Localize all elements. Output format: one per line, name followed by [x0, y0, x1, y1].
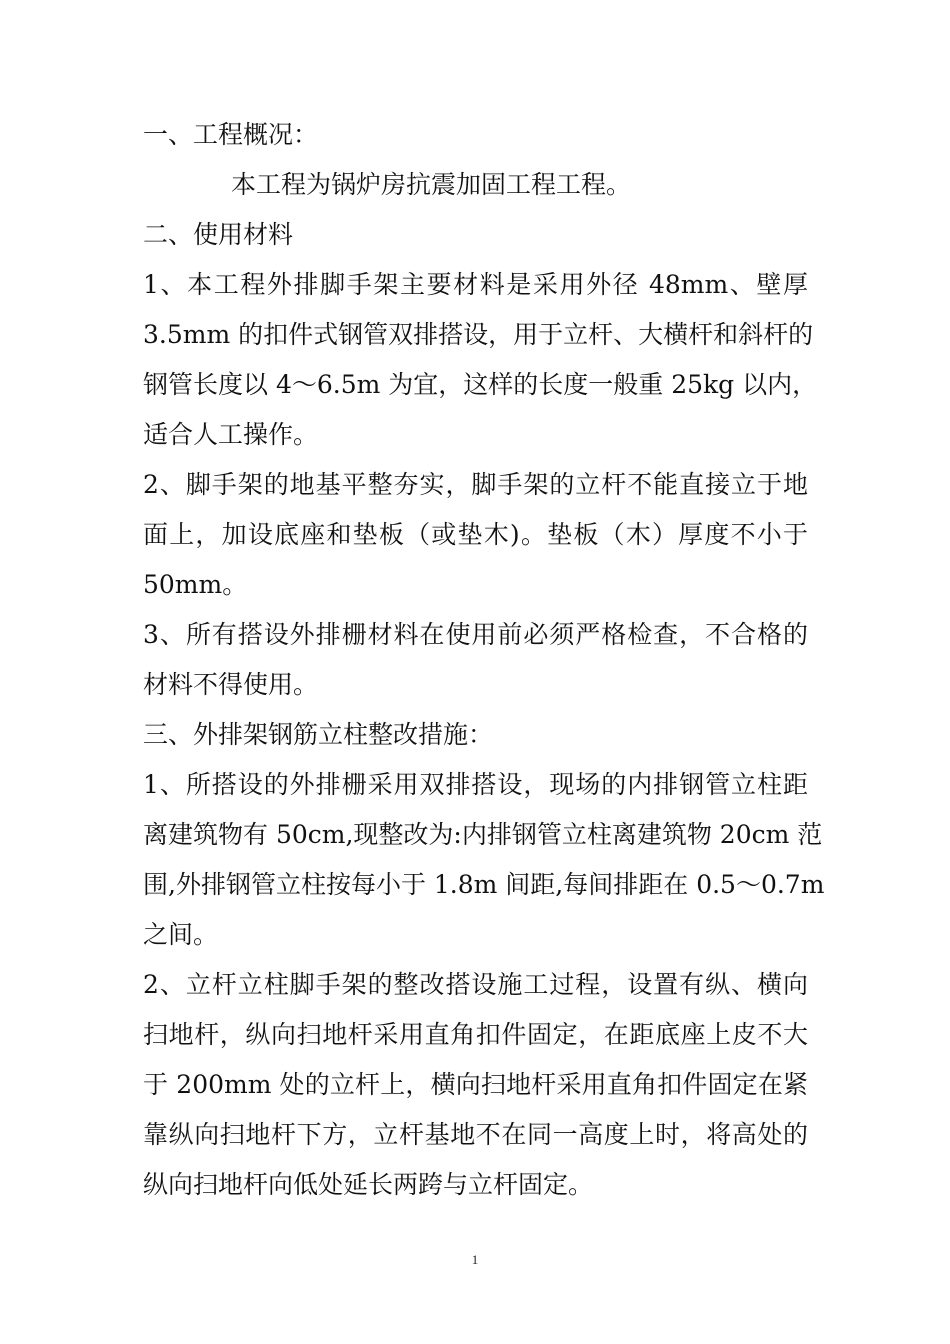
overview-paragraph: 本工程为锅炉房抗震加固工程工程。	[231, 170, 632, 199]
materials-item-1-line-3: 钢管长度以 4～6.5m 为宜，这样的长度一般重 25kg 以内，	[143, 370, 818, 399]
rectification-item-2-line-2: 扫地杆，纵向扫地杆采用直角扣件固定，在距底座上皮不大	[143, 1020, 808, 1049]
materials-item-2-line-2: 面上，加设底座和垫板（或垫木)。垫板（木）厚度不小于	[143, 520, 808, 549]
rectification-item-2-line-4: 靠纵向扫地杆下方，立杆基地不在同一高度上时，将高处的	[143, 1120, 808, 1149]
document-body	[143, 110, 825, 1210]
materials-item-1-line-1: 1、本工程外排脚手架主要材料是采用外径 48mm、壁厚	[143, 270, 808, 299]
materials-item-2-line-3: 50mm。	[143, 570, 248, 599]
section-heading-materials: 二、使用材料	[143, 220, 294, 249]
materials-item-2-line-1: 2、脚手架的地基平整夯实，脚手架的立杆不能直接立于地	[143, 470, 808, 499]
section-heading-overview: 一、工程概况：	[143, 120, 319, 149]
page-number: 1	[471, 1252, 479, 1267]
rectification-item-2-line-5: 纵向扫地杆向低处延长两跨与立杆固定。	[143, 1170, 594, 1199]
materials-item-3-line-1: 3、所有搭设外排栅材料在使用前必须严格检查，不合格的	[143, 620, 808, 649]
section-heading-rectification: 三、外排架钢筋立柱整改措施：	[143, 720, 494, 749]
rectification-item-1-line-2: 离建筑物有 50cm,现整改为:内排钢管立柱离建筑物 20cm 范	[143, 820, 823, 849]
materials-item-1-line-4: 适合人工操作。	[143, 420, 319, 449]
rectification-item-1-line-3: 围,外排钢管立柱按每小于 1.8m 间距,每间排距在 0.5～0.7m	[143, 870, 825, 899]
rectification-item-1-line-4: 之间。	[143, 920, 219, 949]
rectification-item-2-line-1: 2、立杆立柱脚手架的整改搭设施工过程，设置有纵、横向	[143, 970, 808, 999]
rectification-item-1-line-1: 1、所搭设的外排栅采用双排搭设，现场的内排钢管立柱距	[143, 770, 808, 799]
materials-item-1-line-2: 3.5mm 的扣件式钢管双排搭设，用于立杆、大横杆和斜杆的	[143, 320, 814, 349]
materials-item-3-line-2: 材料不得使用。	[143, 670, 319, 699]
rectification-item-2-line-3: 于 200mm 处的立杆上，横向扫地杆采用直角扣件固定在紧	[143, 1070, 808, 1099]
